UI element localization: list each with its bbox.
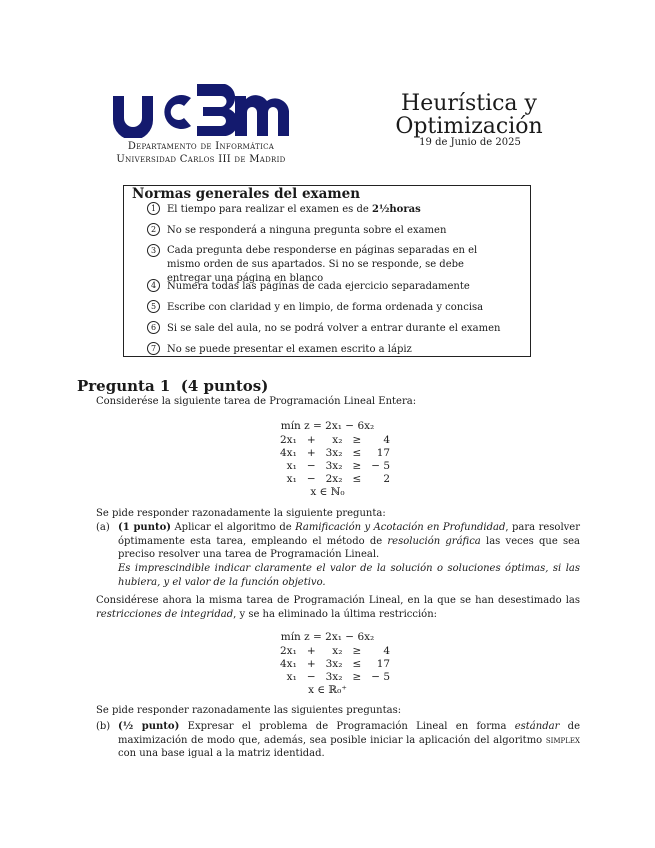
term: x₁ [286, 472, 297, 485]
rule-text: Si se sale del aula, no se podrá volver a entrar durante el examen [167, 323, 501, 334]
exam-rules-box [123, 185, 531, 357]
part-a-hint: Es imprescindible indicar claramente el valor de la solución o soluciones óptimas, si las hubiera, y el valor de la función objetivo. [118, 563, 580, 588]
rule-number-icon: 6 [147, 321, 160, 334]
rule-text: Escribe con claridad y en limpio, de forma ordenada y concisa [167, 302, 484, 313]
university-name: Universidad Carlos III de Madrid [116, 154, 286, 165]
relax-text: Considérese ahora la misma tarea de Programación Lineal, en la que se han desestimado las [96, 595, 580, 606]
part-b-emphasis: estándar [514, 721, 560, 732]
relation: ≤ [352, 446, 362, 459]
rule-item [147, 300, 483, 315]
rule-text: Cada pregunta debe responderse en páginas separadas en el mismo orden de sus apartados. Si no se responde, se debe entregar una página en blanco [167, 245, 478, 284]
department-block [92, 140, 310, 166]
constraints-table-2 [275, 644, 395, 683]
part-a-label: (a) [96, 522, 110, 533]
part-a-text: las veces que sea preciso resolver una tarea de Programación Lineal. [118, 535, 581, 560]
operator: + [306, 433, 316, 446]
relation: ≥ [352, 459, 362, 472]
part-a-method: resolución gráfica [387, 535, 481, 547]
course-title-line1: Heurística y [401, 91, 537, 116]
variable-domain-2: x ∈ ℝ₀⁺ [308, 684, 347, 696]
term: x₂ [332, 644, 343, 657]
rule-text: Numera todas las páginas de cada ejercicio separadamente [167, 281, 470, 292]
course-title [380, 92, 558, 138]
operator: + [306, 644, 316, 657]
relaxation-text [96, 594, 580, 621]
rule-number-icon: 3 [147, 244, 160, 257]
part-b-text: con una base igual a la matriz identidad. [118, 748, 325, 759]
ask-text-2: Se pide responder razonadamente las siguientes preguntas: [96, 705, 402, 716]
rhs: 4 [383, 644, 391, 657]
department-name: Departamento de Informática [127, 141, 275, 152]
relax-emphasis: restricciones de integridad [96, 608, 234, 620]
part-b-algorithm: simplex [545, 734, 580, 746]
operator: − [306, 459, 316, 472]
rule-number-icon: 2 [147, 223, 160, 236]
part-a-text: , para resolver óptimamente esta tarea, empleando el método de [118, 522, 580, 547]
rule-text: El tiempo para realizar el examen es de [167, 204, 372, 215]
term: 3x₂ [325, 670, 343, 683]
rhs: − 5 [371, 459, 391, 472]
term: 2x₁ [280, 433, 297, 446]
rule-number-icon: 4 [147, 279, 160, 292]
rule-number-icon: 1 [147, 202, 160, 215]
question-heading: Pregunta 1 (4 puntos) [77, 377, 269, 395]
term: 3x₂ [325, 657, 343, 670]
term: 4x₁ [280, 446, 297, 459]
constraint-row [275, 433, 395, 446]
objective-function-1: mín z = 2x₁ − 6x₂ [280, 420, 375, 432]
term: 2x₁ [280, 644, 297, 657]
rule-item [147, 342, 412, 357]
constraint-row [275, 446, 395, 459]
rule-item [147, 321, 500, 336]
relation: ≥ [352, 644, 362, 657]
rhs: 4 [383, 433, 391, 446]
term: x₁ [286, 670, 297, 683]
term: 2x₂ [325, 472, 343, 485]
part-a [96, 521, 580, 562]
term: 3x₂ [325, 459, 343, 472]
operator: + [306, 657, 316, 670]
constraint-row [275, 472, 395, 485]
rule-text: No se puede presentar el examen escrito a lápiz [167, 344, 412, 355]
term: 4x₁ [280, 657, 297, 670]
constraint-row [275, 670, 395, 683]
question-intro: Considerése la siguiente tarea de Programación Lineal Entera: [96, 396, 417, 407]
ask-text-1: Se pide responder razonadamente la siguiente pregunta: [96, 508, 386, 519]
rule-number-icon: 7 [147, 342, 160, 355]
relation: ≤ [352, 657, 362, 670]
rules-title: Normas generales del examen [132, 186, 361, 202]
constraints-table-1 [275, 433, 395, 485]
constraint-row [275, 657, 395, 670]
rule-item [147, 279, 470, 294]
operator: − [306, 670, 316, 683]
part-b [96, 720, 580, 761]
term: x₁ [286, 459, 297, 472]
part-b-text: de maximización de modo que, además, sea posible iniciar la aplicación del algoritmo [118, 721, 580, 746]
part-a-text: Aplicar el algoritmo de [171, 522, 296, 533]
rule-number-icon: 5 [147, 300, 160, 313]
operator: − [306, 472, 316, 485]
part-b-label: (b) [96, 721, 111, 732]
exam-date: 19 de Junio de 2025 [419, 137, 521, 148]
term: 3x₂ [325, 446, 343, 459]
course-title-line2: Optimización [395, 114, 543, 139]
rule-item [147, 223, 446, 238]
relation: ≥ [352, 670, 362, 683]
variable-domain-1: x ∈ ℕ₀ [310, 486, 345, 498]
part-a-algorithm: Ramificación y Acotación en Profundidad [295, 522, 506, 533]
relax-text: , y se ha eliminado la última restricción: [233, 608, 438, 620]
rhs: 17 [376, 446, 391, 459]
rule-item [147, 202, 421, 217]
part-b-text: Expresar el problema de Programación Lineal en forma [179, 721, 515, 732]
rhs: 17 [376, 657, 391, 670]
constraint-row [275, 459, 395, 472]
uc3m-logo [111, 82, 289, 138]
relation: ≤ [352, 472, 362, 485]
objective-function-2: mín z = 2x₁ − 6x₂ [280, 631, 375, 643]
rhs: − 5 [371, 670, 391, 683]
rule-text: No se responderá a ninguna pregunta sobre el examen [167, 225, 447, 236]
relation: ≥ [352, 433, 362, 446]
rhs: 2 [383, 472, 391, 485]
part-a-points: (1 punto) [118, 522, 171, 533]
rule-duration: 2½horas [372, 204, 421, 215]
constraint-row [275, 644, 395, 657]
term: x₂ [332, 433, 343, 446]
part-b-points: (½ punto) [118, 721, 180, 732]
operator: + [306, 446, 316, 459]
